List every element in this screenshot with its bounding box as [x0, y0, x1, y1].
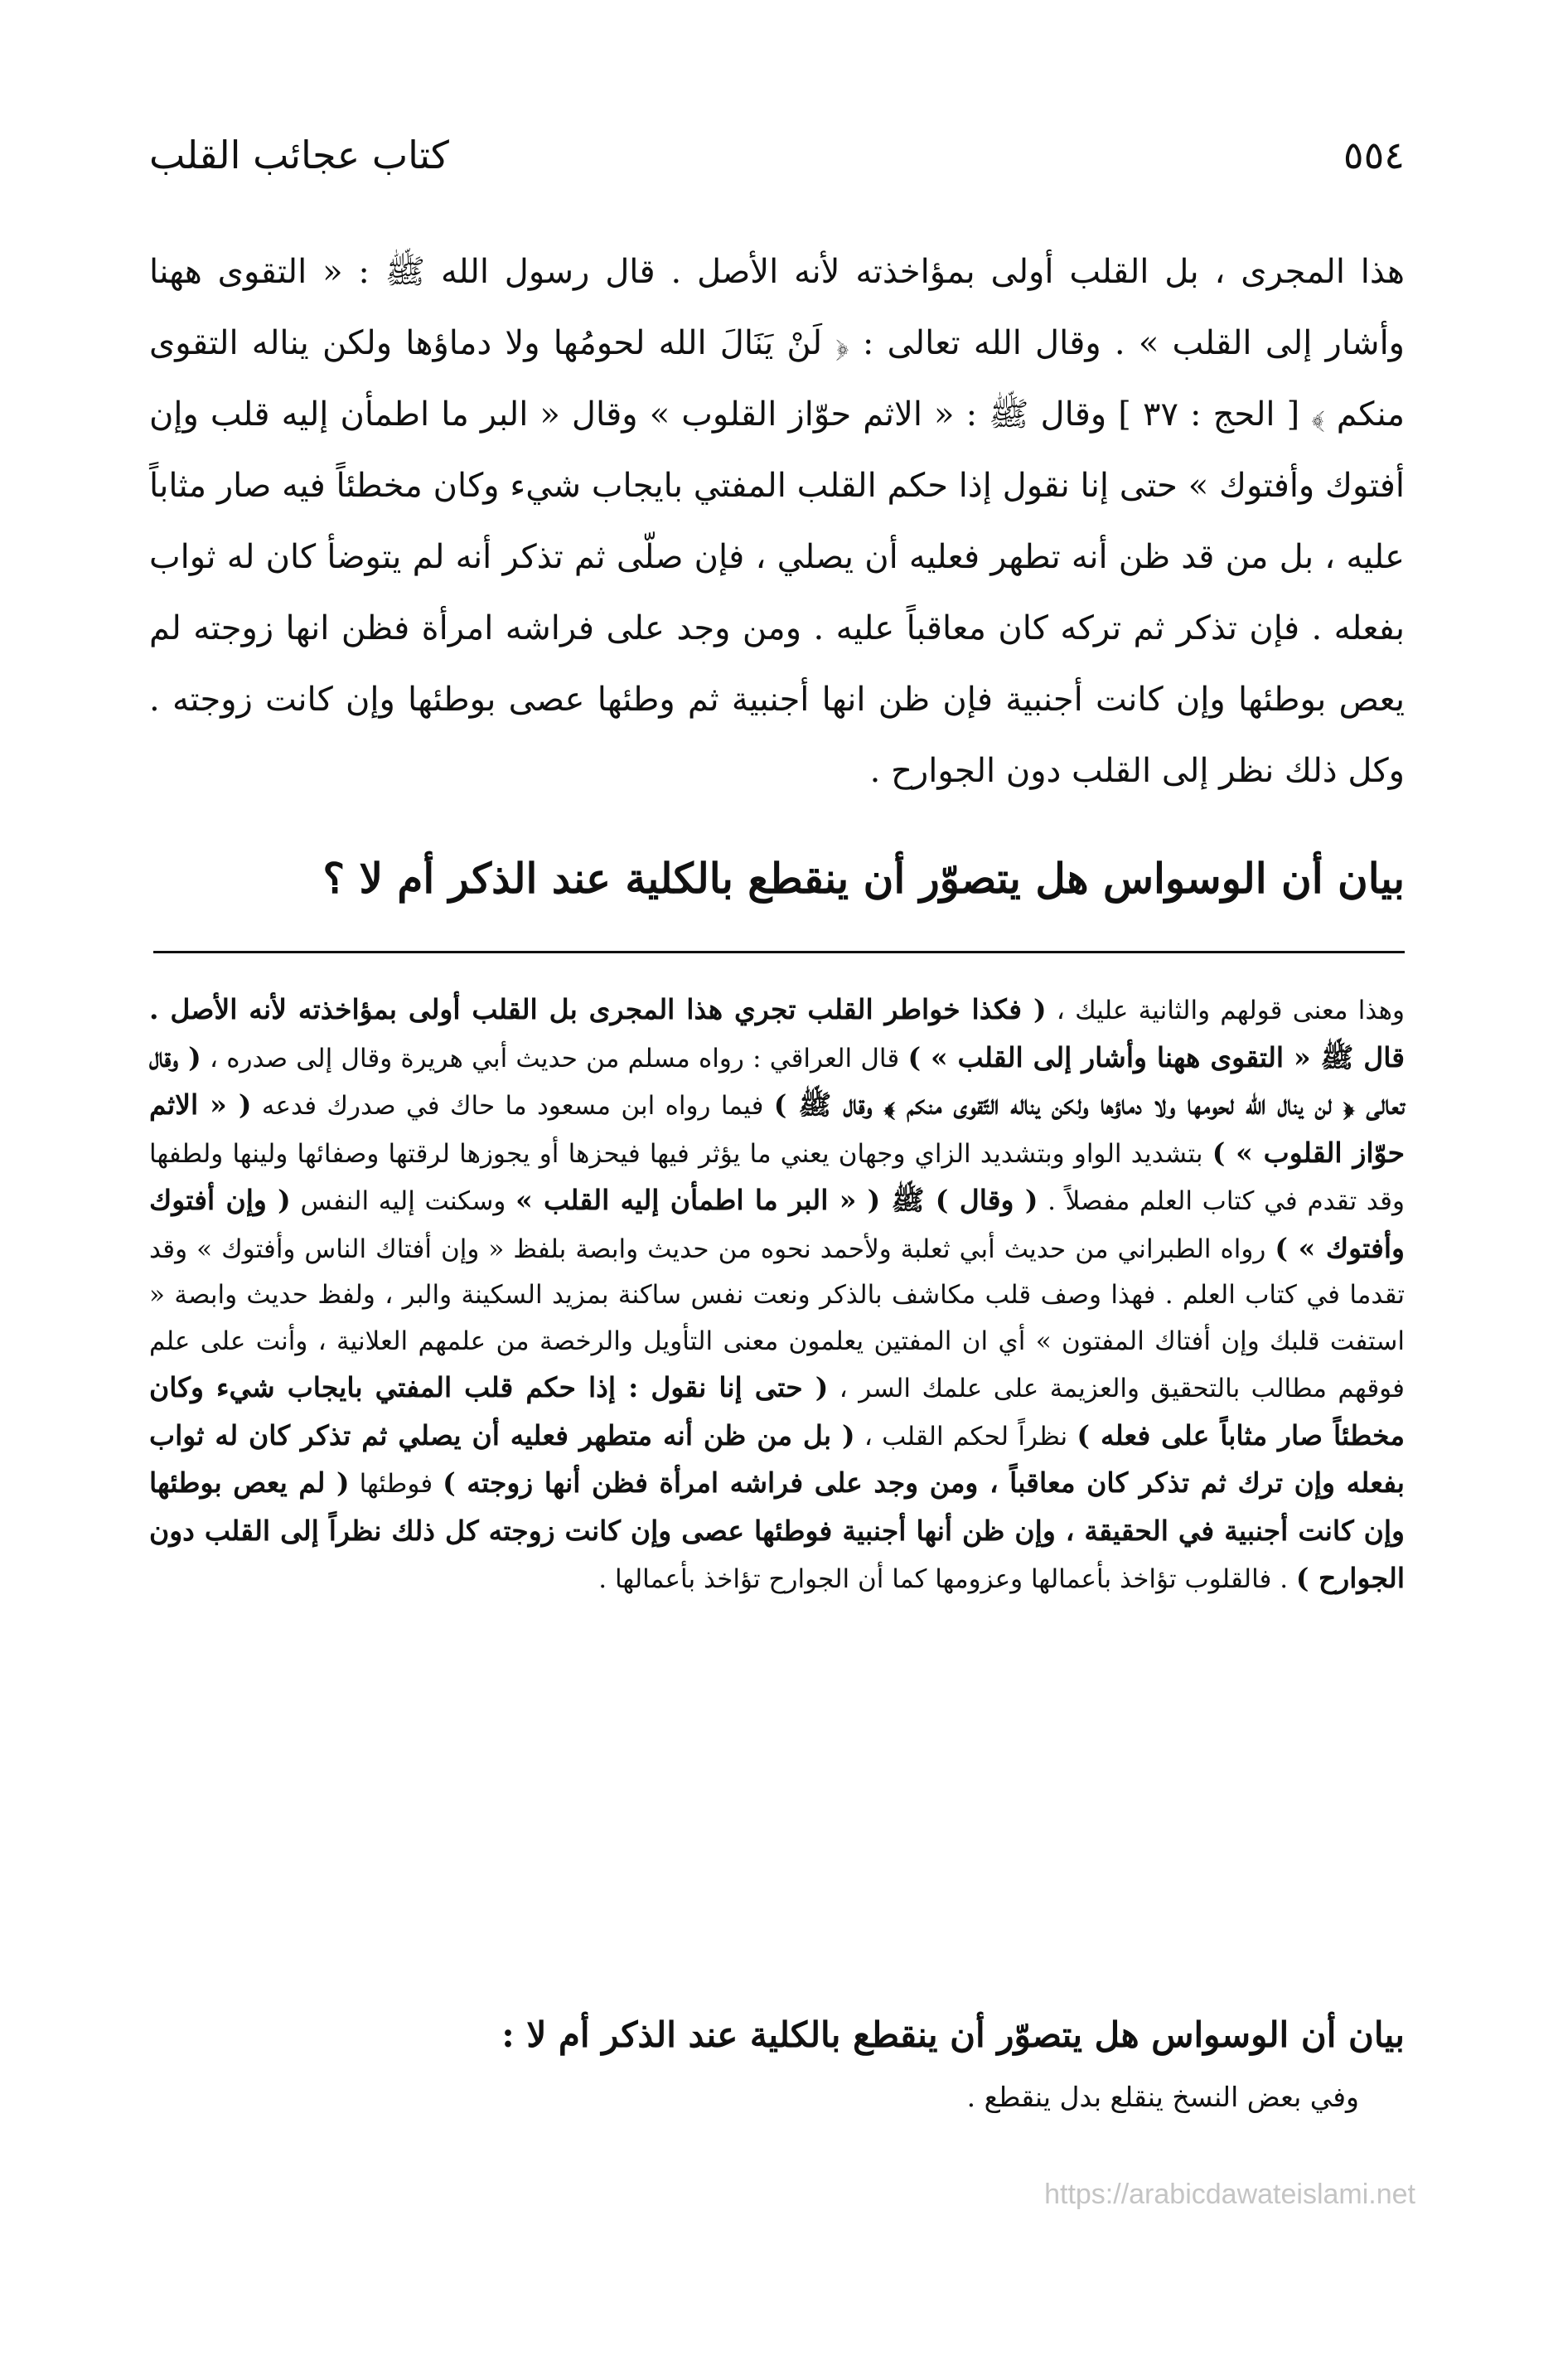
quoted-text-run: ( وقال ) ﷺ ( « البر ما اطمأن إليه القلب » — [515, 1184, 1038, 1216]
commentary-text-run: رواه الطبراني من حديث أبي ثعلبة ولأحمد نحوه من حديث وابصة بلفظ « وإن أفتاك الناس وأفتوك » وقد تقدما في كتاب العلم . فهذا وصف قلب مكاشف بالذكر ونعت نفس ساكنة بمزيد السكينة والبر ، ولفظ حديث وابصة « استفت قلبك وإن أفتاك المفتون » أي ان المفتين يعلمون معنى التأويل والرخصة من علمهم العلانية ، وأنت على علم فوقهم مطالب بالتحقيق والعزيمة على علمك السر ، — [149, 1234, 1405, 1403]
commentary-text-run: قال العراقي : رواه مسلم من حديث أبي هريرة وقال إلى صدره ، — [201, 1043, 908, 1074]
note-text: وفي بعض النسخ ينقلع بدل ينقطع . — [966, 2081, 1359, 2113]
divider-line — [153, 951, 1405, 953]
commentary-text-run: فوطئها — [349, 1469, 443, 1499]
commentary-text-run: نظراً لحكم القلب ، — [854, 1421, 1077, 1452]
note-heading: بيان أن الوسواس هل يتصوّر أن ينقطع بالكلية عند الذكر أم لا : — [501, 2014, 1405, 2055]
page-header — [149, 133, 1405, 191]
main-text-paragraph: هذا المجرى ، بل القلب أولى بمؤاخذته لأنه الأصل . قال رسول الله ﷺ : « التقوى ههنا وأشار إلى القلب » . وقال الله تعالى : ﴿ لَنْ يَنَالَ الله لحومُها ولا دماؤها ولكن يناله التقوى منكم ﴾ [ الحج : ٣٧ ] وقال ﷺ : « الاثم حوّاز القلوب » وقال « البر ما اطمأن إليه قلب وإن أفتوك وأفتوك » حتى إنا نقول إذا حكم القلب المفتي بايجاب شيء وكان مخطئاً فيه صار مثاباً عليه ، بل من قد ظن أنه تطهر فعليه أن يصلي ، فإن صلّى ثم تذكر أنه لم يتوضأ كان له ثواب بفعله . فإن تذكر ثم تركه كان معاقباً عليه . ومن وجد على فراشه امرأة فظن انها زوجته لم يعص بوطئها وإن كانت أجنبية فإن ظن انها أجنبية ثم وطئها عصى بوطئها وإن كانت زوجته . وكل ذلك نظر إلى القلب دون الجوارح . — [149, 253, 1405, 790]
quoted-text-run: ( وإن أفتوك وأفتوك » ) — [149, 1184, 1405, 1264]
commentary-text-run: وسكنت إليه النفس — [290, 1186, 516, 1216]
quoted-text-run: ( فكذا خواطر القلب تجري هذا المجرى بل القلب أولى بمؤاخذته لأنه الأصل . قال ﷺ « التقوى ههنا وأشار إلى القلب » ) — [149, 993, 1406, 1074]
quoted-text-run: ( بل من ظن أنه متطهر فعليه أن يصلي ثم تذكر كان له ثواب بفعله وإن ترك ثم تذكر كان معاقباً ، ومن وجد على فراشه امرأة فظن أنها زوجته ) — [149, 1418, 1405, 1499]
quoted-text-run: ( « الاثم حوّاز القلوب » ) — [149, 1088, 1405, 1169]
commentary-text-run: بتشديد الواو وبتشديد الزاي وجهان يعني ما يؤثر فيها فيحزها أو يجوزها لرقتها وصفائها ولينها ولطفها وقد تقدم في كتاب العلم مفصلاً . — [149, 1138, 1405, 1216]
page-number: ٥٥٤ — [1343, 133, 1405, 177]
commentary-text-run: فيما رواه ابن مسعود ما حاك في صدرك فدعه — [251, 1091, 774, 1121]
running-title: كتاب عجائب القلب — [149, 133, 449, 177]
quoted-text-run: ( وقال تعالى ﴿ لن ينال الله لحومها ولا دماؤها ولكن يناله التّقوى منكم ﴾ وقال ﷺ ) — [149, 1040, 1405, 1121]
quoted-text-run: ( حتى إنا نقول : إذا حكم قلب المفتي بايجاب شيء وكان مخطئاً صار مثاباً على فعله ) — [149, 1371, 1406, 1452]
commentary-paragraph — [149, 986, 1405, 1603]
commentary-text-run: . فالقلوب تؤاخذ بأعمالها وعزومها كما أن الجوارح تؤاخذ بأعمالها . — [598, 1564, 1296, 1594]
quoted-text-run: ( لم يعص بوطئها وإن كانت أجنبية في الحقيقة ، وإن ظن أنها أجنبية فوطئها عصى وإن كانت زوجته كل ذلك نظراً إلى القلب دون الجوارح ) — [149, 1466, 1405, 1594]
watermark-url: https://arabicdawateislami.net — [1044, 2179, 1415, 2210]
commentary-text-run: وهذا معنى قولهم والثانية عليك ، — [1046, 996, 1405, 1025]
section-heading: بيان أن الوسواس هل يتصوّر أن ينقطع بالكلية عند الذكر أم لا ؟ — [322, 854, 1405, 903]
